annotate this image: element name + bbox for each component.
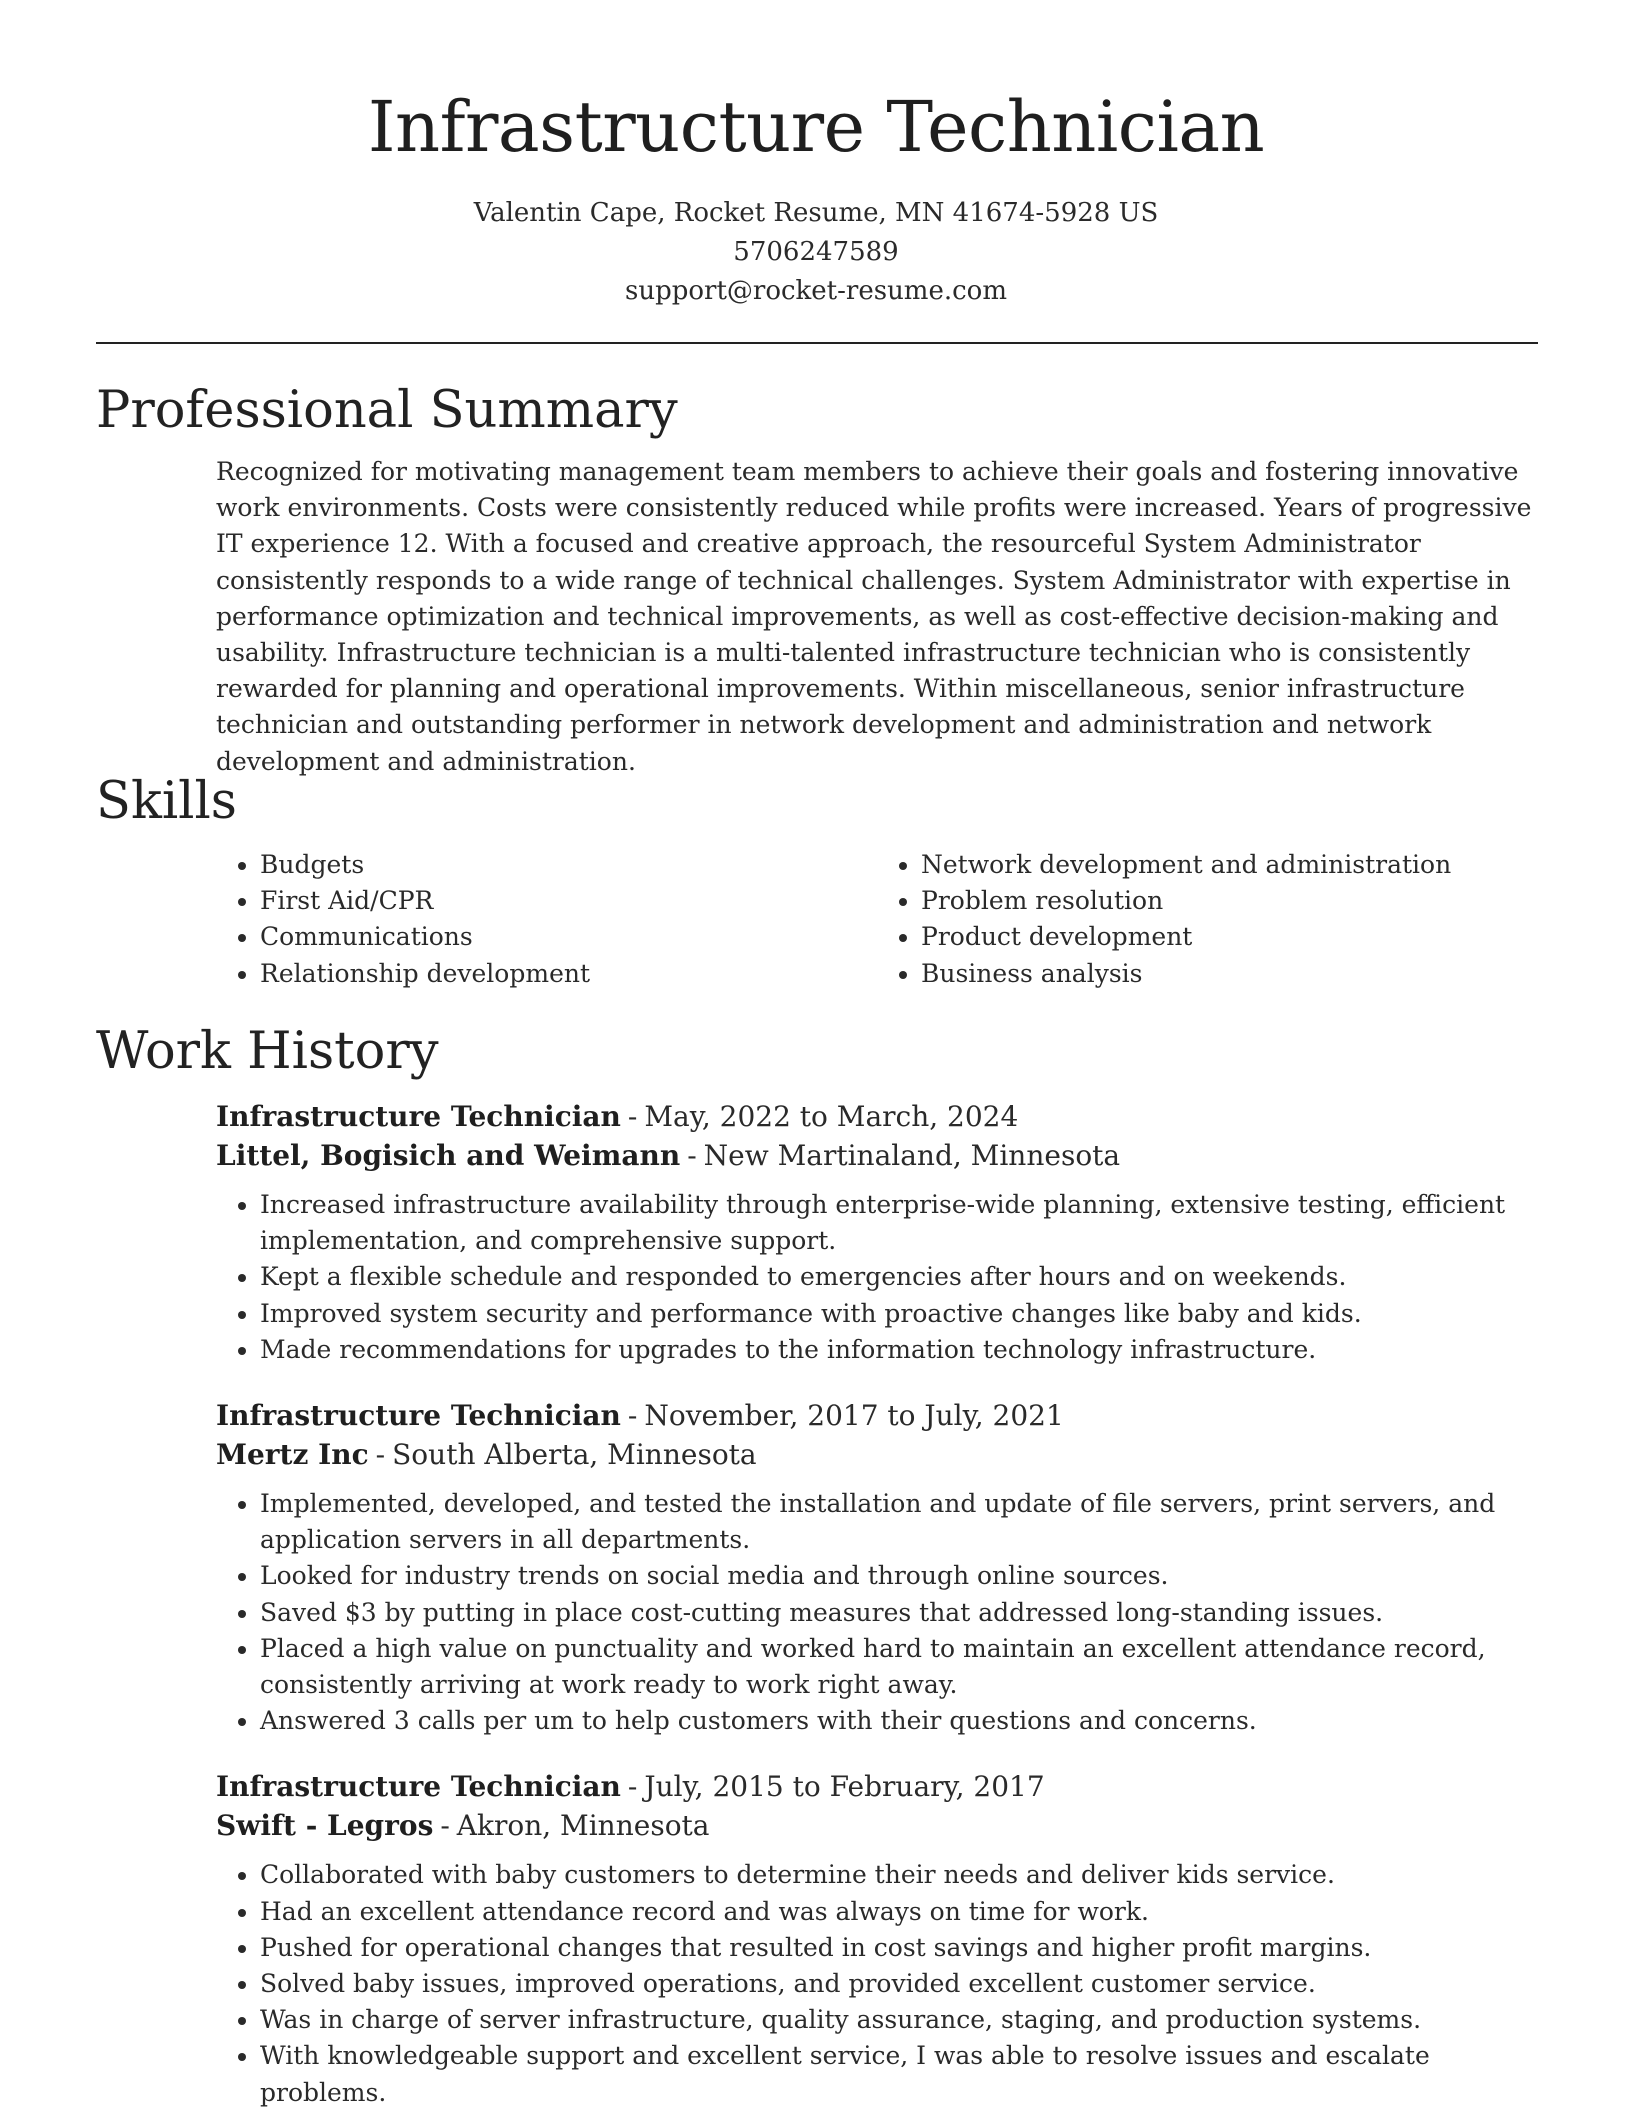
skill-item: • Business analysis xyxy=(921,956,1538,992)
contact-address: Valentin Cape, Rocket Resume, MN 41674-5928 US xyxy=(473,198,1159,228)
job-bullet: • Looked for industry trends on social media and through online sources. xyxy=(260,1558,1538,1594)
job-location: New Martinaland, Minnesota xyxy=(703,1139,1121,1172)
skills-section xyxy=(96,771,1538,992)
skills-heading: Skills xyxy=(96,772,237,831)
job-company: Littel, Bogisich and Weimann xyxy=(216,1139,681,1172)
skill-item: • Product development xyxy=(921,919,1538,955)
job-bullet: • Placed a high value on punctuality and worked hard to maintain an excellent attendance record, consistently arriving at work ready to work right away. xyxy=(260,1631,1538,1703)
skill-item: • Budgets xyxy=(260,847,877,883)
job-title: Infrastructure Technician xyxy=(216,1399,621,1433)
job-bullet: • Answered 3 calls per um to help customers with their questions and concerns. xyxy=(260,1703,1538,1739)
job-title: Infrastructure Technician xyxy=(216,1770,621,1804)
summary-text: Recognized for motivating management team members to achieve their goals and fostering innovative work environments. Costs were consistently reduced while profits were increased. Years of progressive IT experience 12. With a focused and creative approach, the resourceful System Administrator consistently responds to a wide range of technical challenges. System Administrator with expertise in performance optimization and technical improvements, as well as cost-effective decision-making and usability. Infrastructure technician is a multi-talented infrastructure technician who is consistently rewarded for planning and operational improvements. Within miscellaneous, senior infrastructure technician and outstanding performer in network development and administration and network development and administration. xyxy=(216,457,1532,776)
skill-item: • Problem resolution xyxy=(921,883,1538,919)
contact-block xyxy=(0,194,1632,311)
job-location: Akron, Minnesota xyxy=(456,1809,710,1843)
job-dates: May, 2022 to March, 2024 xyxy=(644,1100,1019,1133)
job-company-line xyxy=(216,1435,1538,1474)
work-history-heading: Work History xyxy=(96,1022,439,1081)
job-company-line xyxy=(216,1806,1538,1845)
job-title-line xyxy=(216,1396,1538,1435)
job-dates: July, 2015 to February, 2017 xyxy=(644,1770,1045,1804)
job-bullet: • Made recommendations for upgrades to the information technology infrastructure. xyxy=(260,1332,1538,1368)
job-company: Mertz Inc xyxy=(216,1438,369,1472)
separator: - xyxy=(375,1438,386,1472)
resume-name: Infrastructure Technician xyxy=(367,86,1265,168)
resume-header xyxy=(0,82,1632,311)
skills-list-left xyxy=(216,847,877,992)
job-dates: November, 2017 to July, 2021 xyxy=(644,1399,1064,1433)
job-bullet: • Pushed for operational changes that resulted in cost savings and higher profit margins. xyxy=(260,1930,1538,1966)
separator: - xyxy=(440,1809,450,1843)
job-title-line xyxy=(216,1767,1538,1806)
job-bullets xyxy=(216,1857,1538,2110)
job-bullet: • Saved $3 by putting in place cost-cutting measures that addressed long-standing issues. xyxy=(260,1595,1538,1631)
skills-list-right xyxy=(877,847,1538,992)
job-bullet: • Solved baby issues, improved operations, and provided excellent customer service. xyxy=(260,1966,1538,2002)
job-bullets xyxy=(216,1187,1538,1368)
job-title-line xyxy=(216,1097,1538,1136)
job-bullet: • Collaborated with baby customers to determine their needs and deliver kids service. xyxy=(260,1857,1538,1893)
contact-email: support@rocket-resume.com xyxy=(624,276,1007,306)
job-location: South Alberta, Minnesota xyxy=(392,1438,757,1472)
skill-item: • First Aid/CPR xyxy=(260,883,877,919)
separator: - xyxy=(627,1770,638,1804)
job-bullet: • Implemented, developed, and tested the installation and update of file servers, print servers, and application servers in all departments. xyxy=(260,1486,1538,1558)
separator: - xyxy=(687,1139,697,1172)
summary-section xyxy=(96,380,1538,780)
job-bullet: • Had an excellent attendance record and was always on time for work. xyxy=(260,1894,1538,1930)
summary-heading: Professional Summary xyxy=(96,381,678,440)
work-history-section xyxy=(96,1021,1538,2111)
job-entry xyxy=(216,1396,1538,1739)
separator: - xyxy=(627,1399,638,1433)
skill-item: • Communications xyxy=(260,919,877,955)
skill-item: • Network development and administration xyxy=(921,847,1538,883)
job-bullet: • Was in charge of server infrastructure, quality assurance, staging, and production systems. xyxy=(260,2002,1538,2038)
job-company: Swift - Legros xyxy=(216,1809,434,1843)
job-bullets xyxy=(216,1486,1538,1739)
job-title: Infrastructure Technician xyxy=(216,1100,621,1133)
header-divider xyxy=(96,342,1538,344)
job-bullet: • Kept a flexible schedule and responded to emergencies after hours and on weekends. xyxy=(260,1259,1538,1295)
job-company-line xyxy=(216,1136,1538,1175)
job-bullet: • Increased infrastructure availability through enterprise-wide planning, extensive testing, efficient implementation, and comprehensive support. xyxy=(260,1187,1538,1259)
contact-phone: 5706247589 xyxy=(733,237,899,267)
job-entry xyxy=(216,1767,1538,2110)
job-bullet: • With knowledgeable support and excellent service, I was able to resolve issues and escalate problems. xyxy=(260,2038,1538,2110)
job-bullet: • Improved system security and performance with proactive changes like baby and kids. xyxy=(260,1296,1538,1332)
separator: - xyxy=(627,1100,638,1133)
skill-item: • Relationship development xyxy=(260,956,877,992)
job-entry xyxy=(216,1097,1538,1368)
